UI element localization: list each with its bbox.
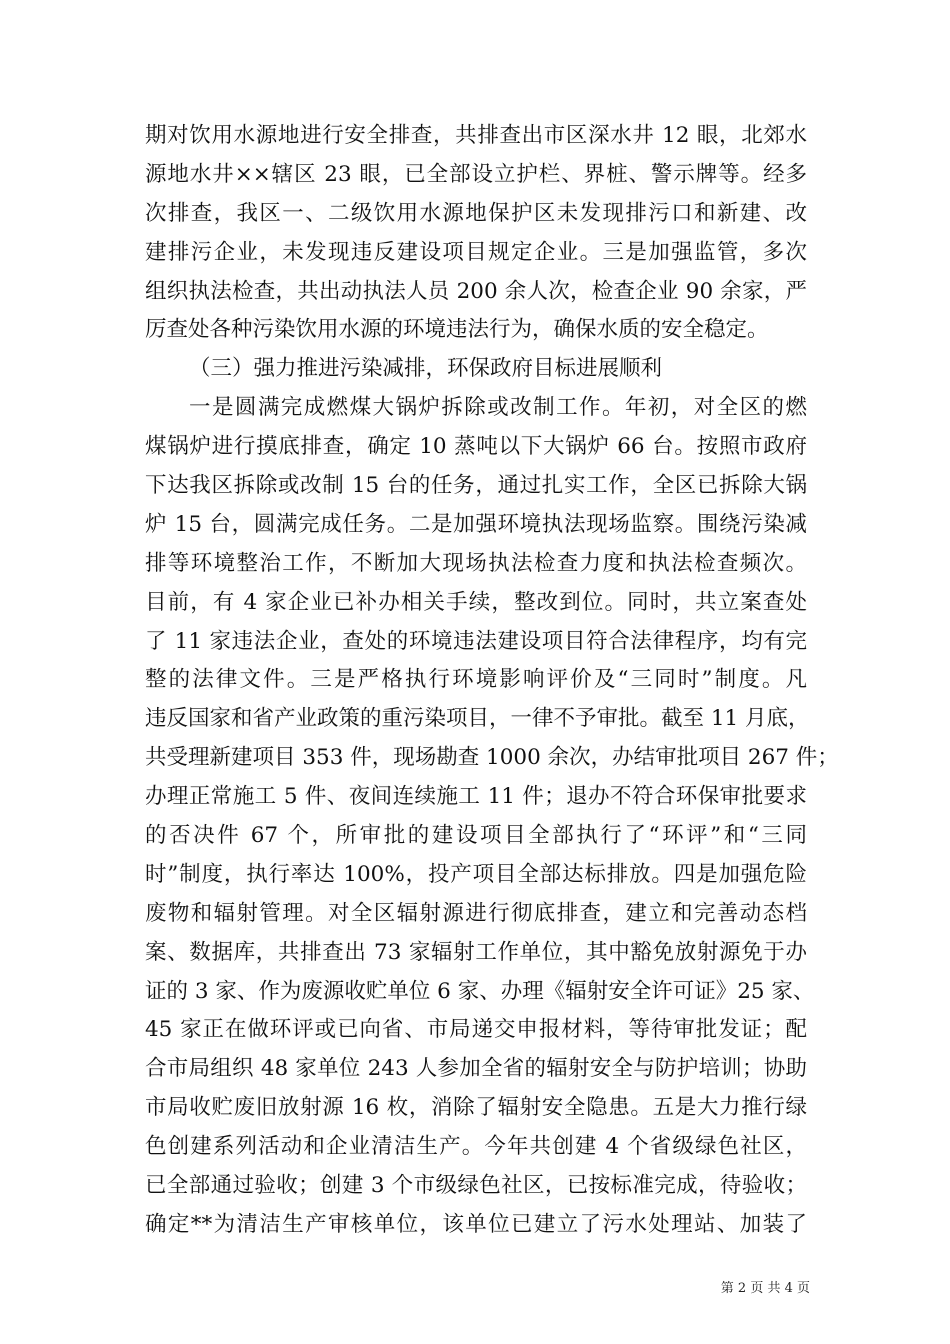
text-line: 市局收贮废旧放射源 16 枚，消除了辐射安全隐患。五是大力推行绿 — [145, 1095, 807, 1121]
paragraph-first-line: 一是圆满完成燃煤大锅炉拆除或改制工作。年初，对全区的燃 — [189, 395, 807, 421]
text-line: 的否决件 67 个，所审批的建设项目全部执行了“环评”和“三同 — [145, 823, 807, 849]
text-line: 证的 3 家、作为废源收贮单位 6 家、办理《辐射安全许可证》25 家、 — [145, 978, 815, 1004]
text-line: 源地水井××辖区 23 眼，已全部设立护栏、界桩、警示牌等。经多 — [145, 161, 807, 187]
text-line: 45 家正在做环评或已向省、市局递交申报材料，等待审批发证；配 — [145, 1017, 807, 1043]
text-line: 目前，有 4 家企业已补办相关手续，整改到位。同时，共立案查处 — [145, 589, 807, 615]
text-line: 时”制度，执行率达 100%，投产项目全部达标排放。四是加强危险 — [145, 861, 807, 887]
text-line: 组织执法检查，共出动执法人员 200 余人次，检查企业 90 余家，严 — [145, 278, 807, 304]
text-line: 次排查，我区一、二级饮用水源地保护区未发现排污口和新建、改 — [145, 200, 807, 226]
section-heading: （三）强力推进污染减排，环保政府目标进展顺利 — [189, 356, 663, 382]
text-line: 整的法律文件。三是严格执行环境影响评价及“三同时”制度。凡 — [145, 667, 807, 693]
text-line: 案、数据库，共排查出 73 家辐射工作单位，其中豁免放射源免于办 — [145, 939, 807, 965]
text-line: 共受理新建项目 353 件，现场勘查 1000 余次，办结审批项目 267 件； — [145, 745, 839, 771]
text-line: 期对饮用水源地进行安全排查，共排查出市区深水井 12 眼，北郊水 — [145, 123, 807, 148]
text-line: 已全部通过验收；创建 3 个市级绿色社区，已按标准完成，待验收； — [145, 1173, 807, 1199]
text-line: 违反国家和省产业政策的重污染项目，一律不予审批。截至 11 月底， — [145, 706, 810, 732]
text-line: 煤锅炉进行摸底排查，确定 10 蒸吨以下大锅炉 66 台。按照市政府 — [145, 434, 807, 460]
text-line: 废物和辐射管理。对全区辐射源进行彻底排查，建立和完善动态档 — [145, 900, 807, 926]
text-line: 下达我区拆除或改制 15 台的任务，通过扎实工作，全区已拆除大锅 — [145, 473, 807, 499]
text-line: 确定**为清洁生产审核单位，该单位已建立了污水处理站、加装了 — [145, 1211, 807, 1237]
text-line: 合市局组织 48 家单位 243 人参加全省的辐射安全与防护培训；协助 — [145, 1056, 807, 1082]
text-line: 办理正常施工 5 件、夜间连续施工 11 件；退办不符合环保审批要求 — [145, 784, 807, 810]
text-line: 了 11 家违法企业，查处的环境违法建设项目符合法律程序，均有完 — [145, 628, 807, 654]
body-text — [145, 117, 839, 1245]
text-line: 色创建系列活动和企业清洁生产。今年共创建 4 个省级绿色社区， — [145, 1134, 807, 1160]
page-number-footer: 第 2 页 共 4 页 — [720, 1281, 810, 1296]
text-line: 炉 15 台，圆满完成任务。二是加强环境执法现场监察。围绕污染减 — [145, 511, 807, 537]
text-line: 建排污企业，未发现违反建设项目规定企业。三是加强监管，多次 — [145, 239, 807, 265]
text-line: 排等环境整治工作，不断加大现场执法检查力度和执法检查频次。 — [145, 550, 807, 576]
text-line: 厉查处各种污染饮用水源的环境违法行为，确保水质的安全稳定。 — [145, 317, 769, 343]
